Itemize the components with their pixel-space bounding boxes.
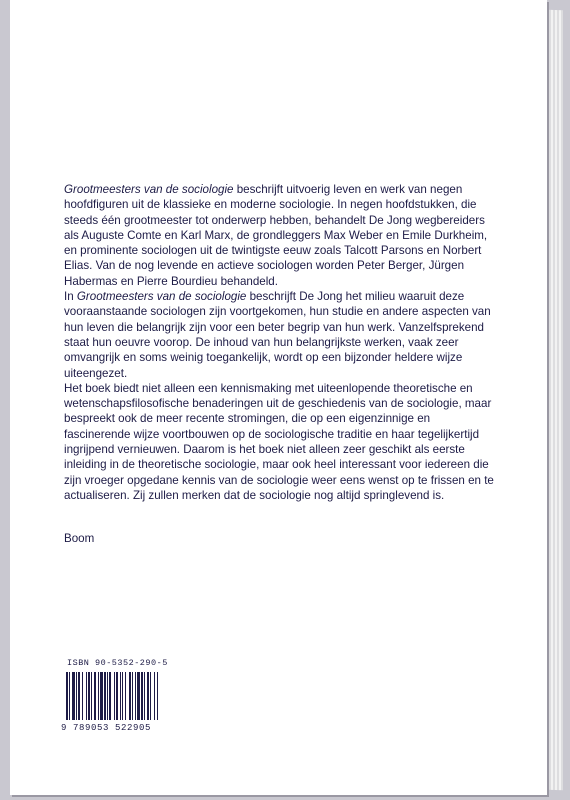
barcode — [66, 672, 176, 720]
page-edges — [547, 10, 563, 791]
blurb-paragraph-1 — [64, 182, 496, 289]
blurb-text: beschrijft uitvoerig leven en werk van negen hoofdfiguren uit de klassieke en moderne sociologie. In negen hoofdstukken, die steeds één grootmeester tot onderwerp hebben, behandelt De Jong wegbereiders als Auguste Comte en Karl Marx, de grondleggers Max Weber en Emile Durkheim, en prominente sociologen uit de twintigste eeuw zoals Talcott Parsons en Norbert Elias. Van de nog levende en actieve sociologen worden Peter Berger, Jürgen Habermas en Pierre Bourdieu behandeld. — [64, 183, 488, 288]
publisher-name: Boom — [64, 532, 95, 545]
blurb-text: beschrijft De Jong het milieu waaruit deze vooraanstaande sociologen zijn voortgekomen, hun studie en andere aspecten van hun leven die belangrijk zijn voor een beter begrip van hun werk. Vanzelfsprekend staat hun oeuvre voorop. De inhoud van hun belangrijkste werken, vaak zeer omvangrijk en soms weinig toegankelijk, wordt op een bijzonder heldere wijze uiteengezet. — [64, 290, 491, 380]
blurb-paragraph-2 — [64, 289, 496, 381]
barcode-digits: 9 789053 522905 — [61, 723, 152, 733]
isbn-label: ISBN 90-5352-290-5 — [67, 658, 168, 668]
book-title-italic: Grootmeesters van de sociologie — [64, 183, 234, 196]
blurb-paragraph-3: Het boek biedt niet alleen een kennismaking met uiteenlopende theoretische en wetenschapsfilosofische benaderingen uit de geschiedenis van de sociologie, maar bespreekt ook de meer recente stromingen, die op een eigenzinnige en fascinerende wijze voortbouwen op de sociologische traditie en haar tegelijkertijd ingrijpend vernieuwen. Daarom is het boek niet alleen zeer geschikt als eerste inleiding in de theoretische sociologie, maar ook heel interessant voor iedereen die zijn vroeger opgedane kennis van de sociologie weer eens wenst op te frissen en te actualiseren. Zij zullen merken dat de sociologie nog altijd springlevend is. — [64, 381, 494, 502]
book-title-italic: Grootmeesters van de sociologie — [76, 290, 247, 304]
blurb-text: In — [64, 290, 77, 304]
back-cover-blurb — [64, 182, 496, 503]
